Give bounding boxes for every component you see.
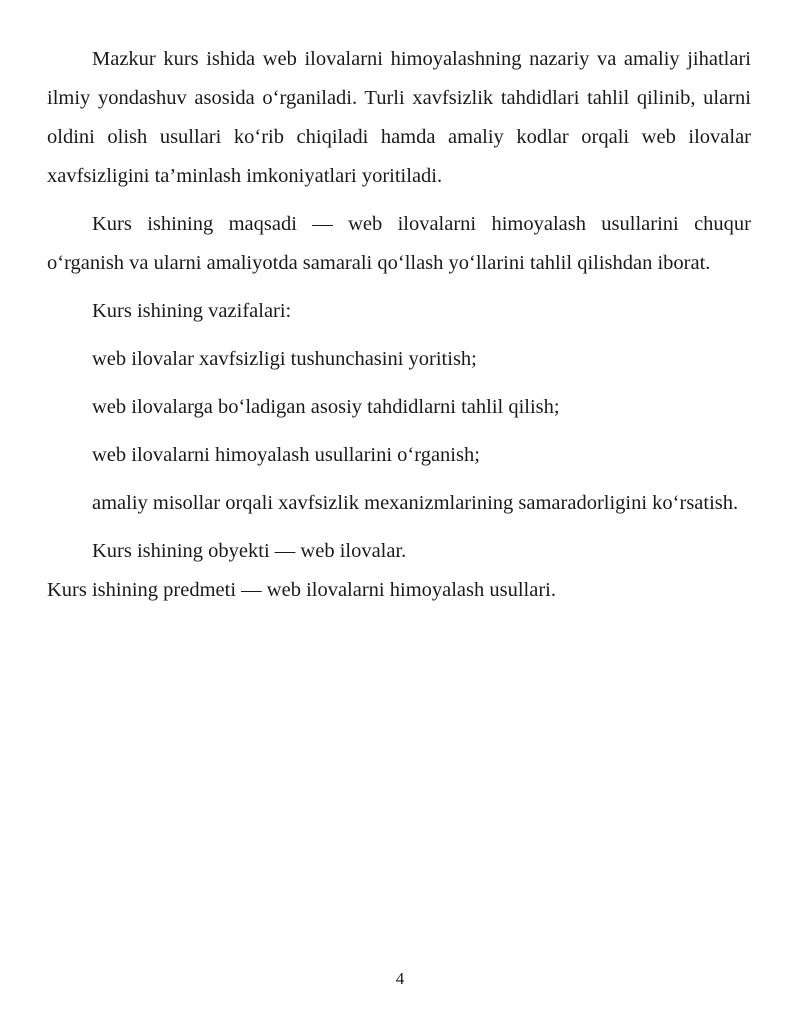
task-item-1: web ilovalar xavfsizligi tushunchasini yoritish; [92, 348, 477, 370]
task-item-3: web ilovalarni himoyalash usullarini o‘rganish; [92, 444, 480, 466]
page-number: 4 [395, 969, 405, 988]
object-paragraph: Kurs ishining obyekti — web ilovalar. [92, 540, 407, 562]
goal-paragraph: Kurs ishining maqsadi — web ilovalarni himoyalash usullarini chuqur o‘rganish va ularni amaliyotda samarali qo‘llash yo‘llarini tahlil qilishdan iborat. [47, 213, 751, 274]
subject-paragraph: Kurs ishining predmeti — web ilovalarni himoyalash usullari. [47, 579, 556, 601]
document-page [47, 40, 751, 610]
task-item-4: amaliy misollar orqali xavfsizlik mexanizmlarining samaradorligini ko‘rsatish. [92, 492, 739, 514]
intro-paragraph: Mazkur kurs ishida web ilovalarni himoyalashning nazariy va amaliy jihatlari ilmiy yondashuv asosida o‘rganiladi. Turli xavfsizlik tahdidlari tahlil qilinib, ularni oldini olish usullari ko‘rib chiqiladi hamda amaliy kodlar orqali web ilovalar xavfsizligini ta’minlash imkoniyatlari yoritiladi. [47, 48, 751, 187]
tasks-heading: Kurs ishining vazifalari: [92, 300, 292, 322]
task-item-2: web ilovalarga bo‘ladigan asosiy tahdidlarni tahlil qilish; [92, 396, 560, 418]
